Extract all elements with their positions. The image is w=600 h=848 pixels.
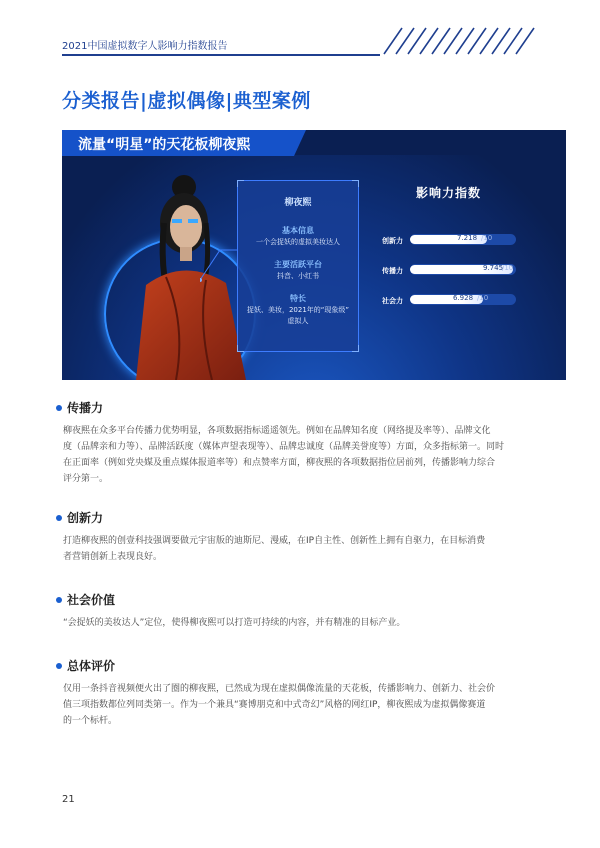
metric-bar-track	[410, 234, 516, 245]
section-body-overall	[63, 681, 553, 729]
metric-label-innovation: 创新力	[382, 237, 403, 245]
platforms-heading: 主要活跃平台	[274, 260, 322, 269]
section-body-communication	[63, 423, 553, 487]
section-title: 分类报告|虚拟偶像|典型案例	[62, 90, 311, 112]
idol-name: 柳夜熙	[284, 198, 312, 208]
hero-tab-notch	[294, 130, 306, 156]
metric-value: 9.745	[483, 264, 504, 272]
specialty-heading: 特长	[290, 294, 306, 303]
specialty-text: 捉妖、美妆，2021年的“现象级”	[246, 306, 350, 314]
platforms-text: 抖音、小红书	[277, 272, 319, 280]
metric-max: /10	[477, 294, 489, 302]
hero-banner	[62, 130, 566, 380]
metric-value: 6.928	[453, 294, 474, 302]
basic-info-heading: 基本信息	[282, 226, 314, 235]
basic-info-text: 一个会捉妖的虚拟美妆达人	[256, 238, 340, 246]
influence-index-title: 影响力指数	[416, 186, 482, 200]
bullet-dot	[56, 515, 62, 521]
card-corner	[352, 180, 359, 187]
bullet-dot	[56, 405, 62, 411]
paragraph-line: 仅用一条抖音视频便火出了圈的柳夜熙，已然成为现在虚拟偶像流量的天花板，传播影响力、创新力、社会价	[63, 684, 496, 694]
card-corner	[352, 345, 359, 352]
metric-bar-track	[410, 264, 516, 275]
paragraph-line: 的一个标杆。	[63, 716, 118, 726]
card-corner	[237, 345, 244, 352]
metric-max: /10	[502, 264, 514, 272]
paragraph-line: 评分第一。	[63, 474, 109, 484]
report-title: 2021中国虚拟数字人影响力指数报告	[62, 41, 228, 52]
paragraph-line: 打造柳夜熙的创壹科技强调要做元宇宙版的迪斯尼、漫威，在IP自主性、创新性上拥有自驱力，在目标消费	[63, 536, 486, 546]
metric-label-social: 社会力	[382, 297, 403, 305]
page-number: 21	[62, 794, 75, 805]
section-body-social-value	[63, 615, 553, 631]
section-body-innovation	[63, 533, 553, 565]
card-corner	[237, 180, 244, 187]
profile-info-card	[237, 180, 359, 352]
section-heading-overall: 总体评价	[67, 659, 116, 673]
bullet-dot	[56, 663, 62, 669]
paragraph-line: 者营销创新上表现良好。	[63, 552, 163, 562]
metric-bar-track	[410, 294, 516, 305]
hero-tab-title: 流量“明星”的天花板柳夜熙	[78, 137, 251, 153]
specialty-text-cont: 虚拟人	[287, 317, 309, 325]
section-heading-social-value: 社会价值	[67, 593, 116, 607]
paragraph-line: 柳夜熙在众多平台传播力优势明显，各项数据指标遥遥领先。例如在品牌知名度（网络提及率等）、品牌文化	[63, 426, 491, 436]
paragraph-line: “会捉妖的美妆达人”定位，使得柳夜熙可以打造可持续的内容，并有精准的目标产业。	[63, 618, 406, 628]
header-divider	[62, 54, 380, 56]
paragraph-line: 在正面率（例如党央媒及重点媒体报道率等）和点赞率方面，柳夜熙的各项数据指位居前列，传播影响力综合	[63, 458, 496, 468]
paragraph-line: 度（品牌亲和力等）、品牌活跃度（媒体声望表现等）、品牌忠诚度（品牌美誉度等）方面，众多指标第一。同时	[63, 442, 505, 452]
bullet-dot	[56, 597, 62, 603]
paragraph-line: 值三项指数都位列同类第一。作为一个兼具“赛博朋克和中式奇幻”风格的网红IP，柳夜熙成为虚拟偶像赛道	[63, 700, 486, 710]
metric-max: /10	[481, 234, 493, 242]
hero-tab	[62, 130, 294, 156]
metric-value: 7.218	[457, 234, 478, 242]
section-heading-innovation: 创新力	[67, 511, 104, 525]
header-stripes-decoration	[380, 26, 540, 56]
metric-label-communication: 传播力	[382, 267, 403, 275]
section-heading-communication: 传播力	[67, 401, 104, 415]
